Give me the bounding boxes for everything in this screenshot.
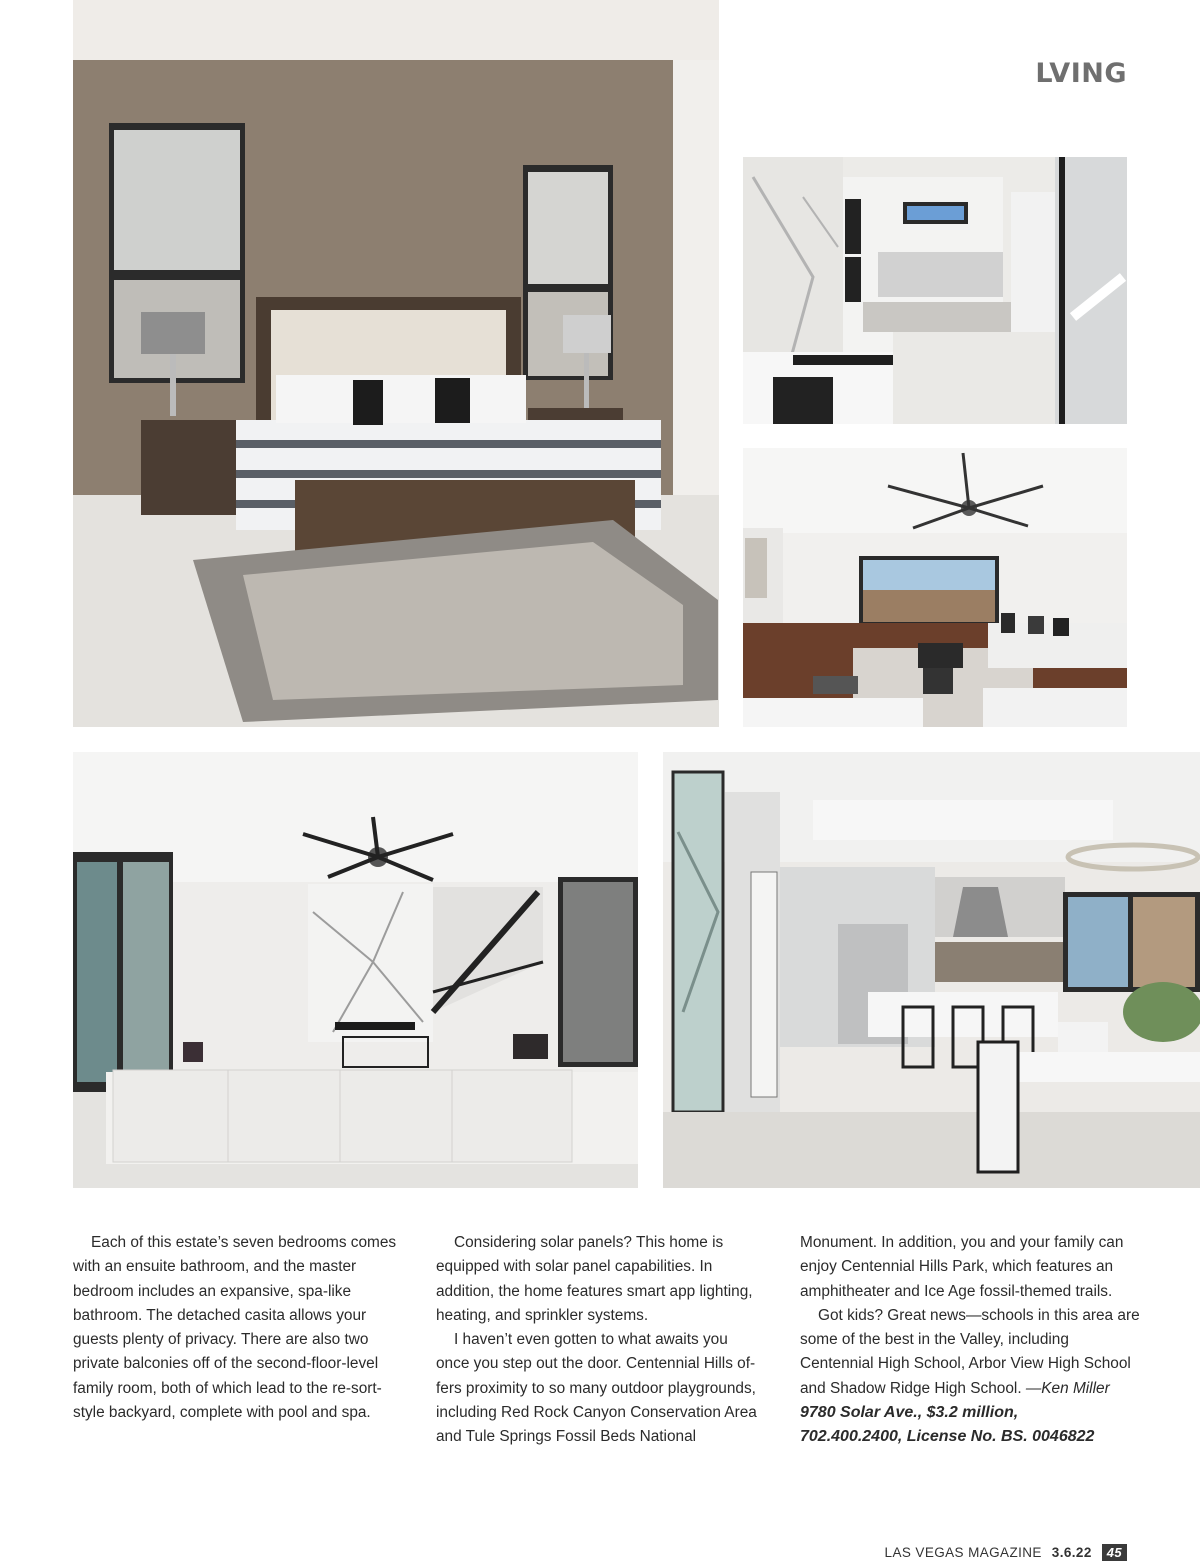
publication-name: LAS VEGAS MAGAZINE [884,1544,1042,1560]
photo-kitchen-dining [663,752,1200,1188]
listing-contact-license: 702.400.2400, License No. BS. 0046822 [800,1428,1095,1446]
page-number: 45 [1102,1544,1127,1561]
photo-great-room [73,752,638,1188]
page-footer [885,1542,1127,1562]
article-column-1 [73,1231,409,1425]
article-paragraph: I haven’t even gotten to what awaits you once you step out the door. Centennial Hills of-fers proximity to so many outdoor playgrounds, including Red Rock Canyon Conservation Area and Tule Springs Fossil Beds National [436,1331,757,1446]
article-column-3 [800,1231,1140,1450]
issue-date: 3.6.22 [1051,1544,1092,1560]
photo-living-room [743,448,1127,727]
listing-info [800,1401,1140,1450]
article-paragraph: Monument. In addition, you and your family can enjoy Centennial Hills Park, which features an amphitheater and Ice Age fossil-themed trails. [800,1234,1124,1300]
article-text: Got kids? Great news—schools in this area are some of the best in the Valley, including Centennial High School, Arbor View High School and Shadow Ridge High School. [800,1306,1140,1397]
article-paragraph [800,1304,1140,1401]
listing-address-price: 9780 Solar Ave., $3.2 million, [800,1404,1019,1422]
article-column-2 [436,1231,764,1450]
photo-bathroom [743,157,1127,424]
photo-master-bedroom [73,0,719,727]
section-label: LVING [1035,58,1127,89]
article-paragraph: Each of this estate’s seven bedrooms comes with an ensuite bathroom, and the master bedroom includes an expansive, spa-like bathroom. The detached casita allows your guests plenty of privacy. There are also two private balconies off of the second-floor-level family room, both of which lead to the re-sort-style backyard, complete with pool and spa. [73,1234,397,1422]
article-paragraph: Considering solar panels? This home is equipped with solar panel capabilities. In addition, the home features smart app lighting, heating, and sprinkler systems. [436,1234,753,1324]
author-credit: —Ken Miller [1025,1379,1110,1397]
